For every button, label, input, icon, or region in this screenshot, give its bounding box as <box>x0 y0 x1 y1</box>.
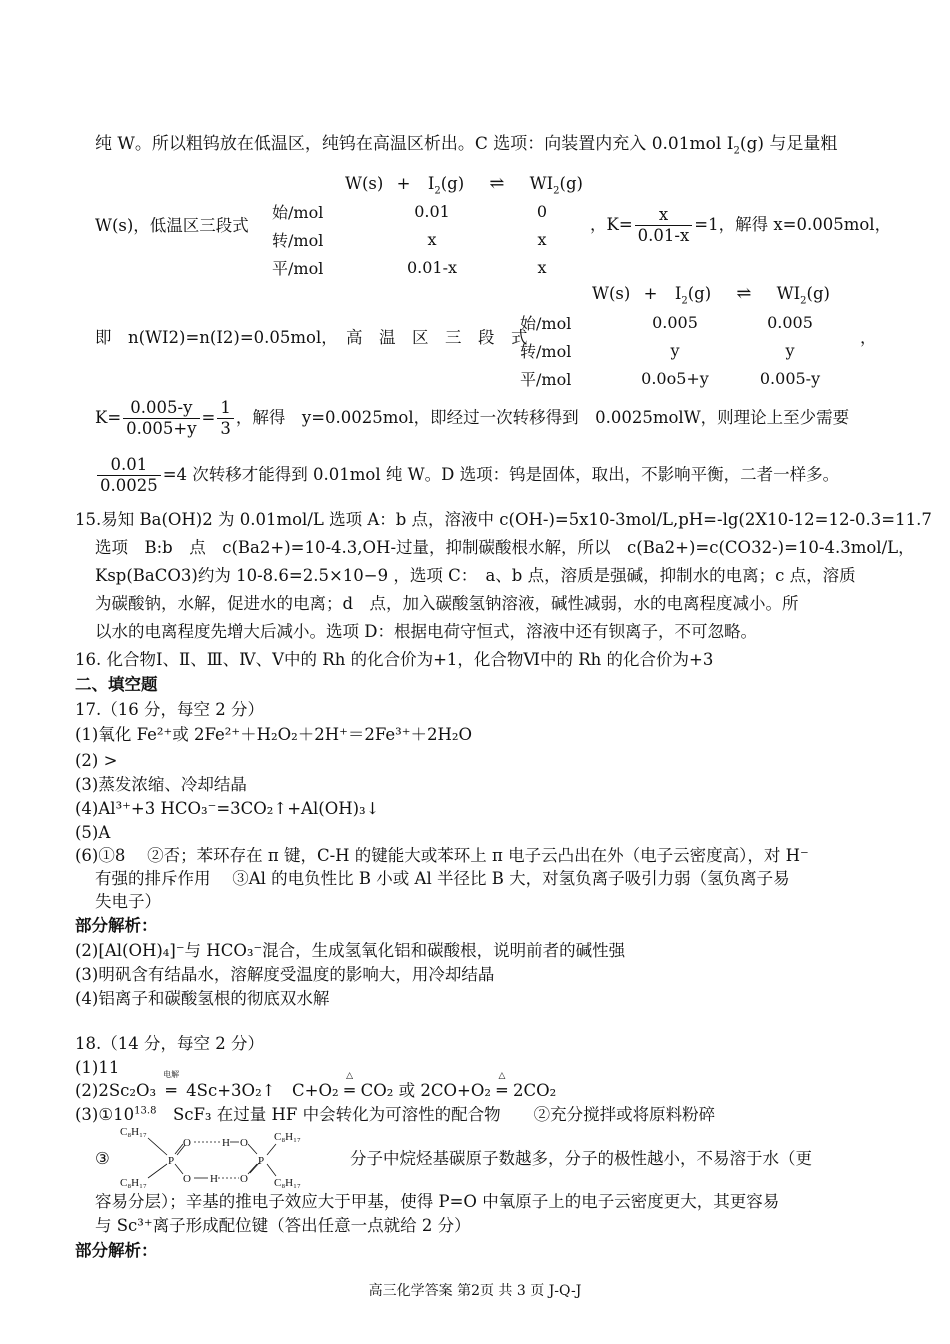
q15-line-2: 选项 B:b 点 c(Ba2+)=10-4.3,OH-过量，抑制碳酸根水解，所以 c(Ba2+)=c(CO32-)=10-4.3mol/L， <box>95 538 915 557</box>
q18-heading: 18.（14 分，每空 2 分） <box>75 1034 264 1053</box>
q17-explanation-1: (2)[Al(OH)₄]⁻与 HCO₃⁻混合，生成氢氧化铝和碳酸根，说明前者的碱性强 <box>75 941 626 960</box>
svg-text:C₈H₁₇: C₈H₁₇ <box>274 1177 301 1189</box>
q18-answer-1: (1)11 <box>75 1058 120 1077</box>
q17-answer-4: (4)Al³⁺+3 HCO₃⁻=3CO₂↑+Al(OH)₃↓ <box>75 799 380 818</box>
svg-text:C₈H₁₇: C₈H₁₇ <box>120 1126 147 1138</box>
q17-heading: 17.（16 分，每空 2 分） <box>75 700 264 719</box>
transfer-count-line: $\frac{0.01}{0.0025}$ =4 次转移才能得到 0.01mol 纯 W。D 选项：钨是固体，取出，不影响平衡，二者一样多。 <box>95 455 839 496</box>
electrolysis-arrow: 电解 ═ <box>163 1070 180 1100</box>
svg-text:O: O <box>183 1137 191 1149</box>
svg-text:P: P <box>168 1155 175 1167</box>
page-footer: 高三化学答案 第2页 共 3 页 J-Q-J <box>368 1283 582 1299</box>
heat-arrow-1: △ ═ <box>344 1071 355 1100</box>
q15-line-4: 为碳酸钠，水解，促进水的电离；d 点，加入碳酸氢钠溶液，碱性减弱，水的电离程度减小。所 <box>95 594 799 613</box>
c-option-text: 纯 W。所以粗钨放在低温区，纯钨在高温区析出。C 选项：向装置内充入 0.01mol $I_2(g)$ 与足量粗 <box>95 134 838 157</box>
q18-answer-3a: $(3)①10^{13.8}$ ScF₃ 在过量 HF 中会转化为可溶性的配合物 ②充分搅拌或将原料粉碎 <box>75 1105 716 1124</box>
high-temp-three-stage-label: 即 n(WI2)=n(I2)=0.05mol， 高 温 区 三 段 式 <box>95 328 528 347</box>
q17-partial-analysis: 部分解析： <box>75 916 158 935</box>
k-expression-1: ，K= $\frac{x}{0.01-x}$ =1，解得 x=0.005mol， <box>590 205 892 245</box>
q17-answer-6a: (6)①8 ②否；苯环存在 π 键，C-H 的键能大或苯环上 π 电子云凸出在外（电子云密度高），对 H⁻ <box>75 846 809 865</box>
q17-answer-6c: 失电子） <box>95 892 161 911</box>
q18-answer-2: (2)2Sc₂O₃ 电解 ═ 4Sc+3O₂↑ C+O₂ △ ═ CO₂ 或 2CO+O₂ △ ═ 2CO₂ <box>75 1079 556 1103</box>
q18-answer-3c: 容易分层）；辛基的推电子效应大于甲基，使得 P=O 中氧原子上的电子云密度更大，其更容易 <box>95 1192 780 1211</box>
k-expression-2: K= $\frac{0.005-y}{0.005+y}$ = $\frac{1}{3}$ ，解得 y=0.0025mol，即经过一次转移得到 0.0025molW，则理论上至少需要 <box>95 398 850 438</box>
q17-answer-2: (2) > <box>75 751 118 770</box>
q15-line-1: 15.易知 Ba(OH)2 为 0.01mol/L 选项 A：b 点，溶液中 c(OH-)=5x10-3mol/L,pH=-lg(2X10-12=12-0.3=11.7 <box>75 510 932 529</box>
svg-text:H: H <box>210 1173 218 1185</box>
svg-text:H: H <box>222 1137 230 1149</box>
low-temp-table: 始/mol 0.01 0 转/mol x x 平/mol 0.01-x x <box>272 201 548 278</box>
q17-answer-5: (5)A <box>75 823 111 842</box>
svg-text:O: O <box>240 1137 248 1149</box>
heat-arrow-2: △ ═ <box>497 1071 507 1100</box>
section-fill-in-heading: 二、填空题 <box>75 675 158 694</box>
q18-partial-analysis: 部分解析： <box>75 1241 158 1260</box>
low-temp-three-stage-label: W(s)，低温区三段式 <box>95 216 249 235</box>
q17-answer-3: (3)蒸发浓缩、冷却结晶 <box>75 775 247 794</box>
q15-line-3: Ksp(BaCO3)约为 10-8.6=2.5×10−9 ，选项 C： a、b 点，溶质是强碱，抑制水的电离；c 点，溶质 <box>95 566 856 585</box>
q17-explanation-3: (4)铝离子和碳酸氢根的彻底双水解 <box>75 989 330 1008</box>
svg-text:C₈H₁₇: C₈H₁₇ <box>120 1177 147 1189</box>
svg-text:O: O <box>183 1173 191 1185</box>
q17-answer-1: (1)氧化 Fe²⁺或 2Fe²⁺＋H₂O₂＋2H⁺＝2Fe³⁺＋2H₂O <box>75 725 473 744</box>
svg-text:O: O <box>240 1173 248 1185</box>
circle-three-label: ③ <box>95 1149 110 1168</box>
equilibrium-equation-2: $W(s) + I_2(g)$ ⇌ $WI_2(g)$ <box>592 283 830 307</box>
q17-answer-6b: 有强的排斥作用 ③Al 的电负性比 B 小或 Al 半径比 B 大，对氢负离子吸引力弱（氢负离子易 <box>95 869 790 888</box>
q16-text: 16. 化合物Ⅰ、Ⅱ、Ⅲ、Ⅳ、Ⅴ中的 Rh 的化合价为+1，化合物Ⅵ中的 Rh 的化合价为+3 <box>75 650 714 669</box>
phosphinic-acid-dimer-structure <box>118 1124 328 1192</box>
q17-explanation-2: (3)明矾含有结晶水，溶解度受温度的影响大，用冷却结晶 <box>75 965 495 984</box>
high-temp-comma: ， <box>860 328 877 347</box>
svg-text:P: P <box>258 1155 265 1167</box>
high-temp-table: 始/mol 0.005 0.005 转/mol y y 平/mol 0.0o5+y 0.005-y <box>520 312 821 389</box>
q18-answer-3b: 分子中烷烃基碳原子数越多，分子的极性越小，不易溶于水（更 <box>350 1149 812 1168</box>
q18-answer-3d: 与 Sc³⁺离子形成配位键（答出任意一点就给 2 分） <box>95 1216 471 1235</box>
svg-text:C₈H₁₇: C₈H₁₇ <box>274 1131 301 1143</box>
equilibrium-equation-1: $W(s) + I_2(g)$ ⇌ $WI_2(g)$ <box>345 173 583 197</box>
q15-line-5: 以水的电离程度先增大后减小。选项 D：根据电荷守恒式，溶液中还有钡离子，不可忽略。 <box>95 622 757 641</box>
